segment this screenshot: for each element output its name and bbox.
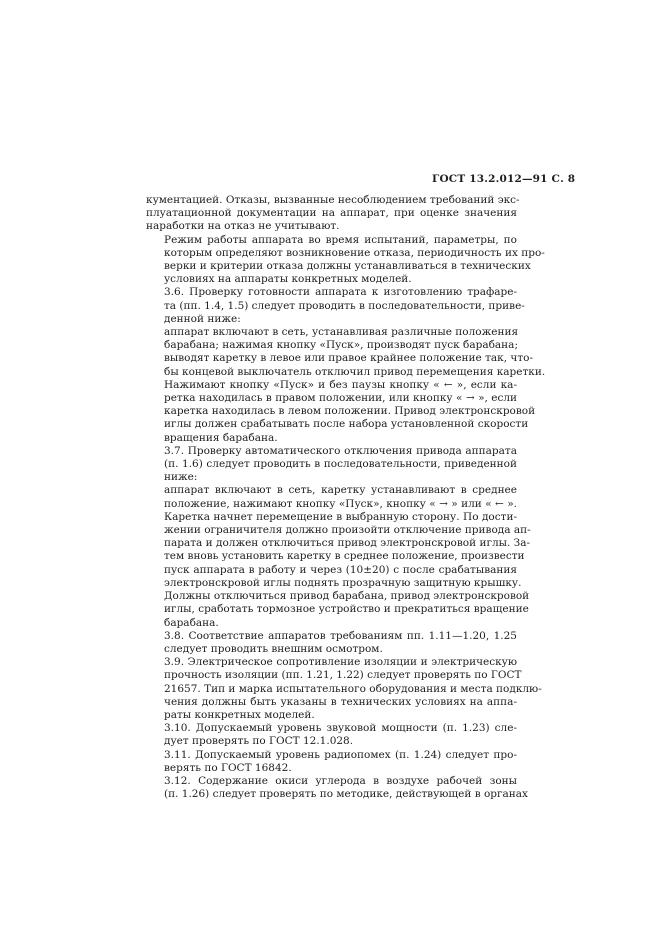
text-line: 3.9. Электрическое сопротивление изоляции и электрическую — [164, 656, 517, 669]
paragraph — [146, 722, 517, 748]
text-line: 21657. Тип и марка испытательного оборудования и места подклю- — [164, 682, 542, 695]
text-line: Режим работы аппарата во время испытаний, параметры, по — [164, 233, 517, 246]
page-header: ГОСТ 13.2.012—91 С. 8 — [432, 173, 576, 185]
paragraph — [146, 326, 546, 445]
text-line: ретка находилась в правом положении, или кнопку « → », если — [164, 392, 517, 405]
paragraph — [146, 233, 545, 287]
text-line: жении ограничителя должно произойти отключение привода ап- — [164, 524, 531, 537]
text-line: ниже: — [164, 471, 198, 484]
text-line: парата и должен отключиться привод электронскровой иглы. За- — [164, 537, 530, 550]
text-line: иглы, сработать тормозное устройство и прекратиться вращение — [164, 603, 529, 616]
text-line: пуск аппарата в работу и через (10±20) с после срабатывания — [164, 563, 517, 576]
text-line: аппарат включают в сеть, каретку устанавливают в среднее — [164, 484, 517, 497]
text-line: Каретка начнет перемещение в выбранную сторону. По дости- — [164, 510, 517, 523]
paragraph — [146, 194, 520, 234]
paragraph — [146, 484, 531, 629]
text-line: верки и критерии отказа должны устанавливаться в технических — [164, 260, 531, 273]
text-line: 3.6. Проверку готовности аппарата к изготовлению трафаре- — [164, 286, 517, 299]
text-line: кументацией. Отказы, вызванные несоблюдением требований экс- — [146, 194, 520, 206]
text-line: условиях на аппараты конкретных моделей. — [164, 273, 412, 286]
text-line: наработки на отказ не учитывают. — [146, 220, 340, 233]
text-line: Нажимают кнопку «Пуск» и без паузы кнопку « ← », если ка- — [164, 378, 517, 391]
text-line: барабана. — [164, 616, 219, 629]
paragraph — [146, 656, 542, 722]
text-line: (п. 1.26) следует проверять по методике, действующей в органах — [164, 788, 528, 801]
text-line: 3.8. Соответствие аппаратов требованиям пп. 1.11—1.20, 1.25 — [164, 629, 517, 642]
text-line: иглы должен срабатывать после набора установленной скорости — [164, 418, 529, 431]
text-line: электронскровой иглы поднять прозрачную защитную крышку. — [164, 576, 522, 589]
text-line: выводят каретку в левое или правое крайнее положение так, что- — [164, 352, 534, 365]
paragraph — [146, 749, 517, 775]
text-line: бы концевой выключатель отключил привод перемещения каретки. — [164, 365, 546, 378]
text-line: следует проводить внешним осмотром. — [164, 642, 383, 655]
text-line: 3.11. Допускаемый уровень радиопомех (п. 1.24) следует про- — [164, 748, 517, 761]
text-line: прочность изоляции (пп. 1.21, 1.22) следует проверять по ГОСТ — [164, 669, 522, 682]
text-line: вращения барабана. — [164, 431, 278, 444]
text-line: 3.12. Содержание окиси углерода в воздухе рабочей зоны — [164, 774, 517, 787]
text-line: Должны отключиться привод барабана, привод электронскровой — [164, 590, 530, 603]
paragraph — [146, 630, 517, 656]
text-line: барабана; нажимая кнопку «Пуск», производят пуск барабана; — [164, 339, 518, 352]
text-line: тем вновь установить каретку в среднее положение, произвести — [164, 550, 525, 563]
text-line: (п. 1.6) следует проводить в последовательности, приведенной — [164, 458, 517, 471]
text-line: 3.10. Допускаемый уровень звуковой мощности (п. 1.23) сле- — [164, 722, 517, 735]
text-line: положение, нажимают кнопку «Пуск», кнопку « → » или « ← ». — [164, 497, 517, 510]
text-line: денной ниже: — [164, 312, 241, 325]
paragraph — [146, 774, 528, 801]
text-line: та (пп. 1.4, 1.5) следует проводить в последовательности, приве- — [164, 299, 525, 312]
text-line: 3.7. Проверку автоматического отключения привода аппарата — [164, 444, 517, 457]
paragraph — [146, 445, 517, 485]
text-line: чения должны быть указаны в технических условиях на аппа- — [164, 695, 517, 708]
text-line: аппарат включают в сеть, устанавливая различные положения — [164, 326, 519, 339]
paragraph — [146, 286, 525, 326]
text-line: которым определяют возникновение отказа, периодичность их про- — [164, 246, 545, 259]
text-line: раты конкретных моделей. — [164, 708, 315, 721]
text-line: каретка находилась в левом положении. Привод электронскровой — [164, 405, 536, 418]
text-line: верять по ГОСТ 16842. — [164, 761, 292, 774]
body-text — [146, 194, 546, 801]
text-line: дует проверять по ГОСТ 12.1.028. — [164, 735, 354, 748]
text-line: плуатационной документации на аппарат, при оценке значения — [146, 207, 517, 220]
